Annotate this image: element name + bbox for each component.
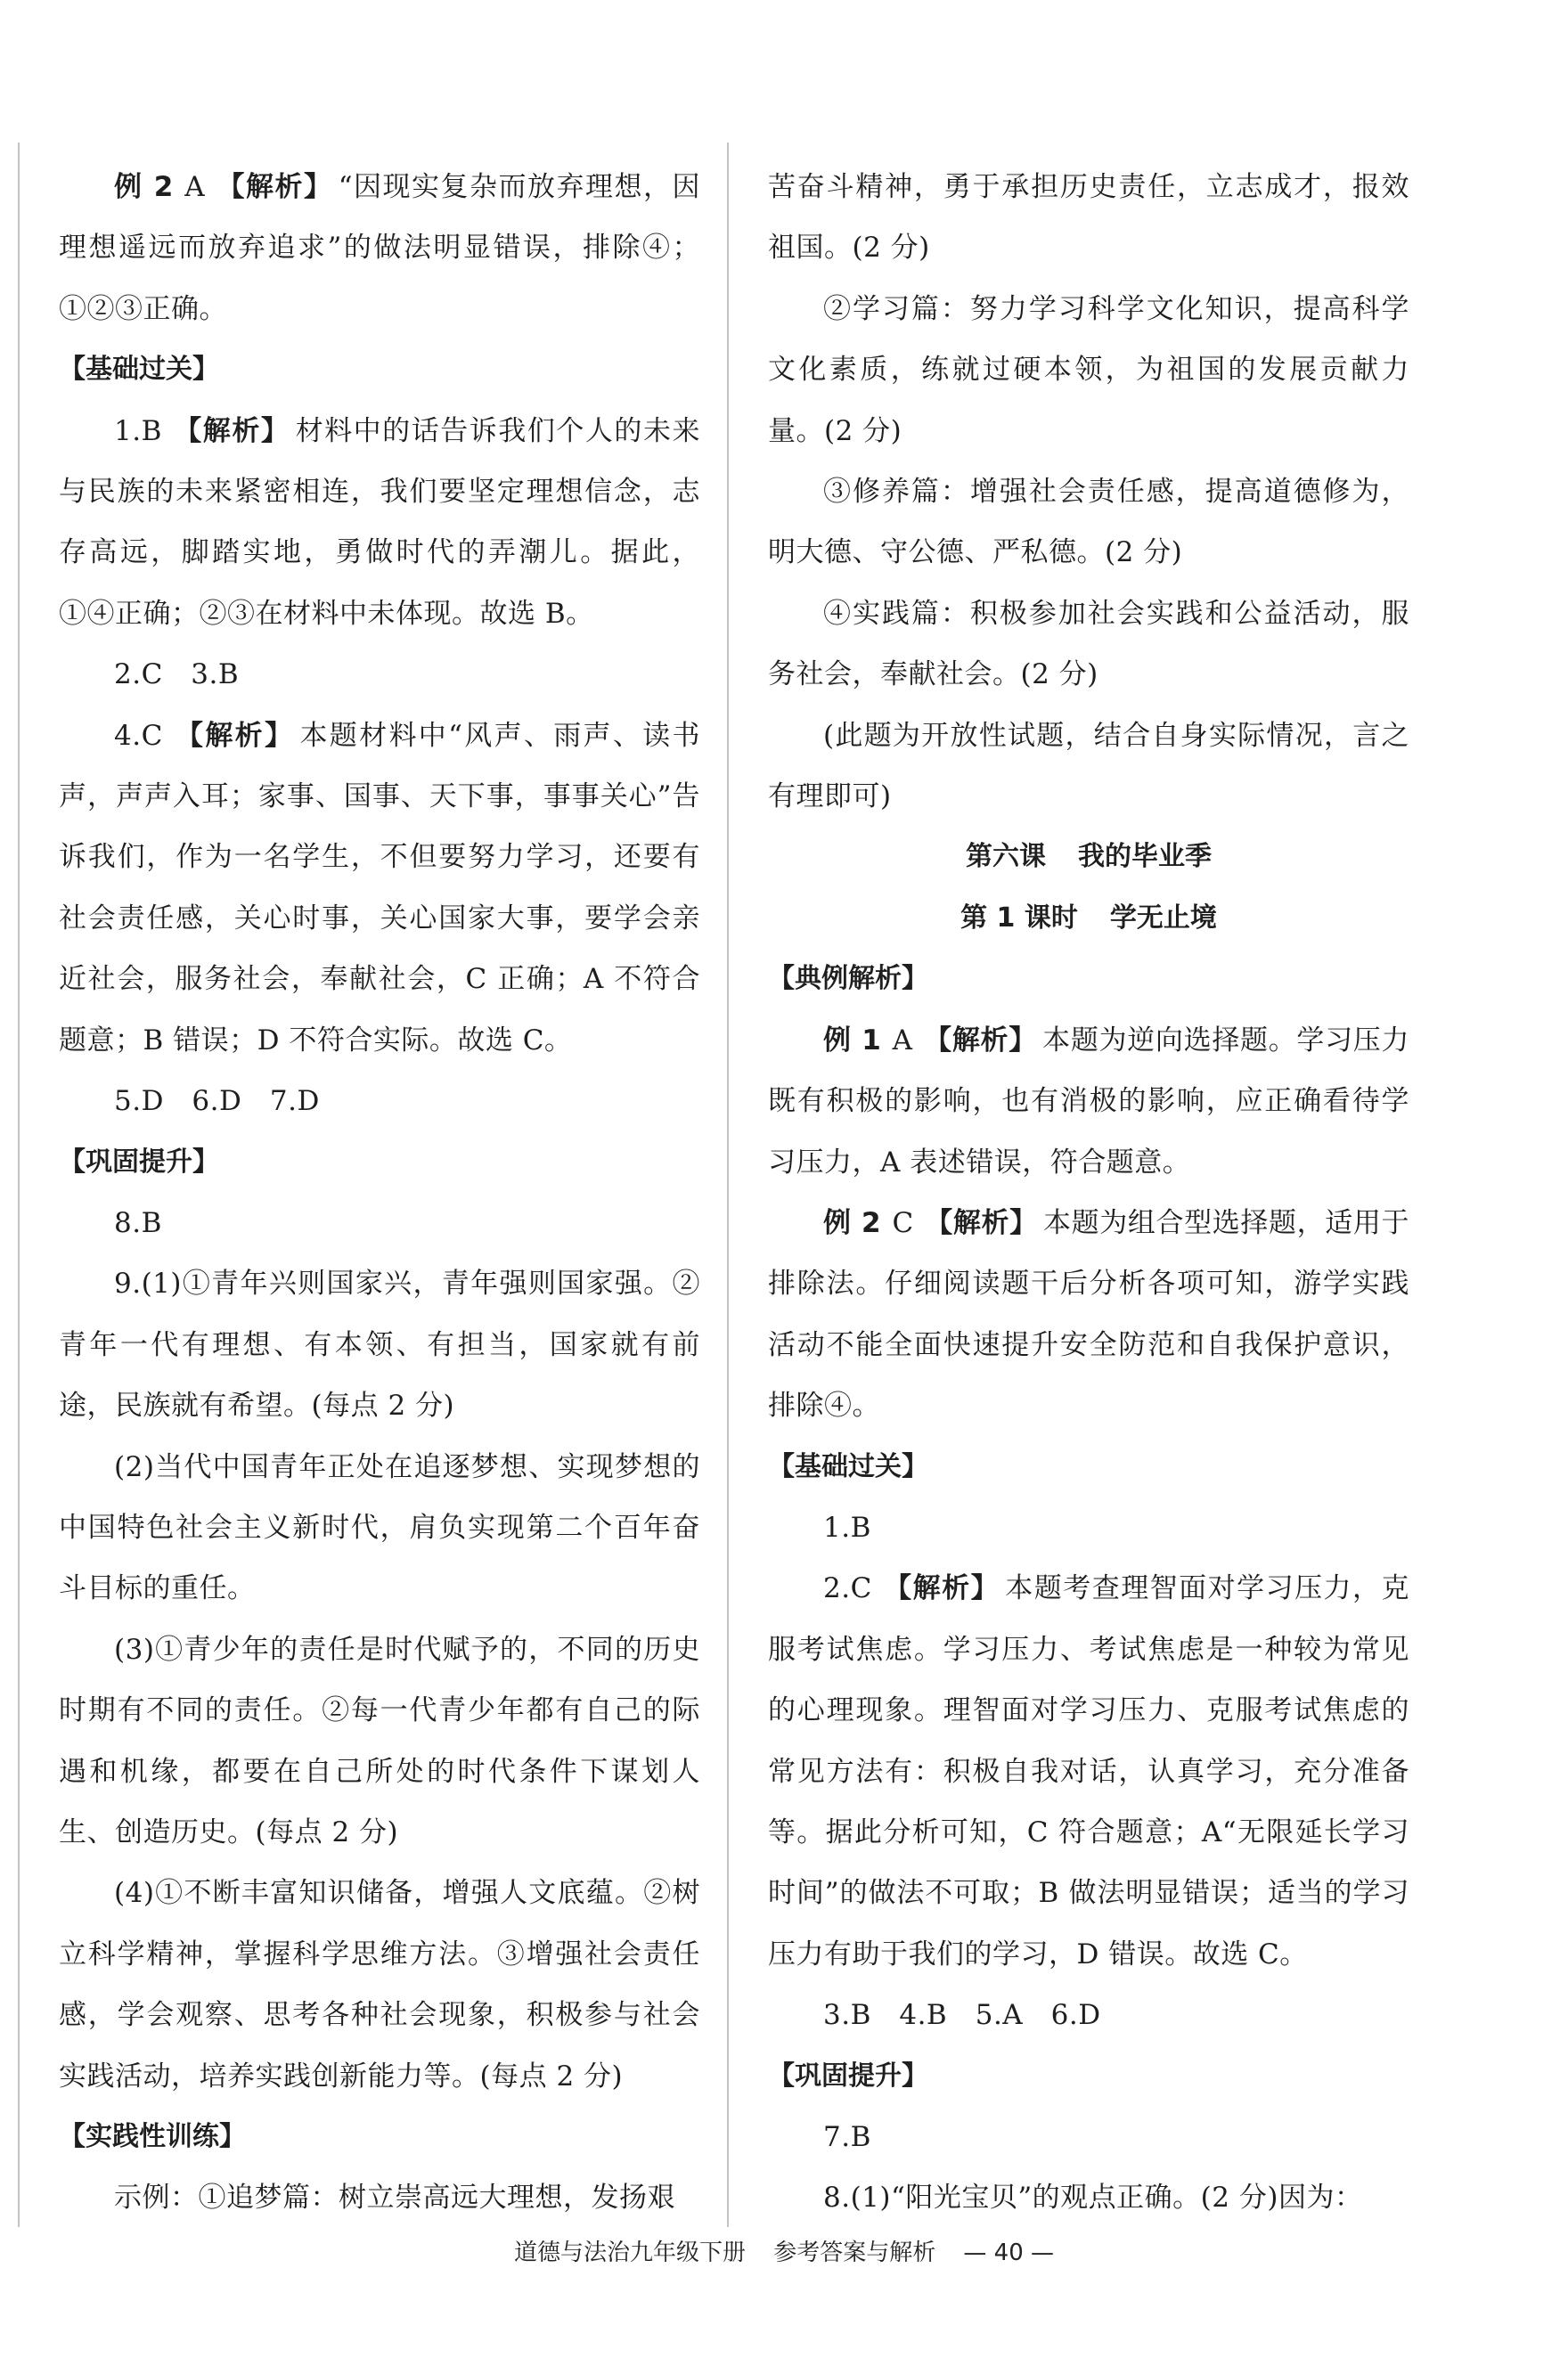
left-column <box>59 157 700 2229</box>
right-answers-3-6: 3.B 4.B 5.A 6.D <box>823 1999 1101 2032</box>
footer-subject: 道德与法治九年级下册 <box>513 2240 746 2266</box>
right-practice-action: ④实践篇：积极参加社会实践和公益活动，服务社会，奉献社会。(2 分) <box>768 597 1409 691</box>
example-label: 例 2 <box>823 1206 882 1239</box>
analysis-tag: 【解析】 <box>174 719 295 752</box>
right-answer-1: 1.B <box>823 1511 871 1544</box>
right-practice-continued: 苦奋斗精神，勇于承担历史责任，立志成才，报效祖国。(2 分) <box>768 171 1409 265</box>
lesson-name: 我的毕业季 <box>1078 841 1212 873</box>
right-practice-study: ②学习篇：努力学习科学文化知识，提高科学文化素质，练就过硬本领，为祖国的发展贡献力量。(2 分) <box>768 292 1409 447</box>
left-margin-rule <box>18 143 20 2227</box>
analysis-tag: 【解析】 <box>925 1206 1038 1239</box>
right-answer-2 <box>768 1558 1409 1985</box>
right-answer-8: 8.(1)“阳光宝贝”的观点正确。(2 分)因为： <box>823 2182 1363 2215</box>
left-answer-8: 8.B <box>114 1206 162 1239</box>
analysis-text: 本题为组合型选择题，适用于排除法。仔细阅读题干后分析各项可知，游学实践活动不能全面快速提升安全防范和自我保护意识，排除④。 <box>768 1206 1409 1423</box>
analysis-text: 本题材料中“风声、雨声、读书声，声声入耳；家事、国事、天下事，事事关心”告诉我们，作为一名学生，不但要努力学习，还要有社会责任感，关心时事，关心国家大事，要学会亲近社会，服务社会，奉献社会，C 正确；A 不符合题意；B 错误；D 不符合实际。故选 C。 <box>59 719 700 1057</box>
page-number: — 40 — <box>963 2240 1055 2266</box>
analysis-tag: 【解析】 <box>923 1024 1037 1057</box>
analysis-tag: 【解析】 <box>173 414 290 447</box>
analysis-text: 本题为逆向选择题。学习压力既有积极的影响，也有消极的影响，应正确看待学习压力，A 表述错误，符合题意。 <box>768 1024 1410 1179</box>
lesson-title <box>768 827 1409 887</box>
left-answer-9-2: (2)当代中国青年正处在追逐梦想、实现梦想的中国特色社会主义新时代，肩负实现第二个百年奋斗目标的重任。 <box>59 1450 700 1605</box>
section-heading-basic: 【基础过关】 <box>59 354 219 386</box>
period-name: 学无止境 <box>1109 902 1217 934</box>
section-heading-consolidate: 【巩固提升】 <box>59 1146 219 1178</box>
example-label: 例 1 <box>823 1024 882 1057</box>
answer-number: 4.C <box>114 719 163 752</box>
lesson-number: 第六课 <box>966 841 1046 873</box>
section-heading-examples: 【典例解析】 <box>768 963 928 995</box>
right-answer-7: 7.B <box>823 2121 871 2153</box>
left-answer-9-4: (4)①不断丰富知识储备，增强人文底蕴。②树立科学精神，掌握科学思维方法。③增强社会责任感，学会观察、思考各种社会现象，积极参与社会实践活动，培养实践创新能力等。(每点 2 分) <box>59 1877 700 2093</box>
left-answer-4 <box>59 706 700 1071</box>
column-divider <box>727 143 729 2227</box>
left-answer-1 <box>59 401 700 645</box>
analysis-text: 材料中的话告诉我们个人的未来与民族的未来紧密相连，我们要坚定理想信念，志存高远，脚踏实地，勇做时代的弄潮儿。据此，①④正确；②③在材料中未体现。故选 B。 <box>59 414 700 630</box>
left-practice-example: 示例：①追梦篇：树立崇高远大理想，发扬艰 <box>114 2182 675 2215</box>
example-label: 例 2 <box>114 171 174 203</box>
left-answer-9-1: 9.(1)①青年兴则国家兴，青年强则国家强。②青年一代有理想、有本领、有担当，国家就有前途，民族就有希望。(每点 2 分) <box>59 1268 700 1423</box>
analysis-text: “因现实复杂而放弃理想，因理想遥远而放弃追求”的做法明显错误，排除④；①②③正确。 <box>59 171 700 325</box>
left-answers-2-3: 2.C 3.B <box>114 658 240 691</box>
page-footer <box>0 2235 1568 2271</box>
section-heading-practice: 【实践性训练】 <box>59 2121 246 2152</box>
right-open-note: (此题为开放性试题，结合自身实际情况，言之有理即可) <box>768 719 1409 813</box>
analysis-tag: 【解析】 <box>883 1572 1000 1605</box>
answer-number: 1.B <box>114 414 162 447</box>
right-practice-cultivation: ③修养篇：增强社会责任感，提高道德修为，明大德、守公德、严私德。(2 分) <box>768 476 1409 569</box>
section-heading-basic: 【基础过关】 <box>768 1450 928 1482</box>
left-example-2 <box>59 157 700 339</box>
example-answer: C <box>892 1206 914 1239</box>
left-answer-9-3: (3)①青少年的责任是时代赋予的，不同的历史时期有不同的责任。②每一代青少年都有自己的际遇和机缘，都要在自己所处的时代条件下谋划人生、创造历史。(每点 2 分) <box>59 1633 700 1848</box>
period-title <box>768 888 1409 949</box>
example-answer: A <box>892 1024 913 1057</box>
right-example-2 <box>768 1193 1409 1437</box>
period-number: 第 1 课时 <box>960 902 1078 934</box>
section-heading-consolidate: 【巩固提升】 <box>768 2060 928 2092</box>
right-column <box>768 157 1409 2229</box>
analysis-tag: 【解析】 <box>216 171 333 203</box>
analysis-text: 本题考查理智面对学习压力，克服考试焦虑。学习压力、考试焦虑是一种较为常见的心理现象。理智面对学习压力、克服考试焦虑的常见方法有：积极自我对话，认真学习，充分准备等。据此分析可知，C 符合题意；A“无限延长学习时间”的做法不可取；B 做法明显错误；适当的学习压力有助于我们的学习，D 错误。故选 C。 <box>768 1572 1410 1970</box>
footer-section: 参考答案与解析 <box>773 2240 936 2266</box>
answer-number: 2.C <box>823 1572 872 1605</box>
example-answer: A <box>184 171 206 203</box>
right-example-1 <box>768 1010 1409 1193</box>
left-answers-5-7: 5.D 6.D 7.D <box>114 1085 320 1118</box>
